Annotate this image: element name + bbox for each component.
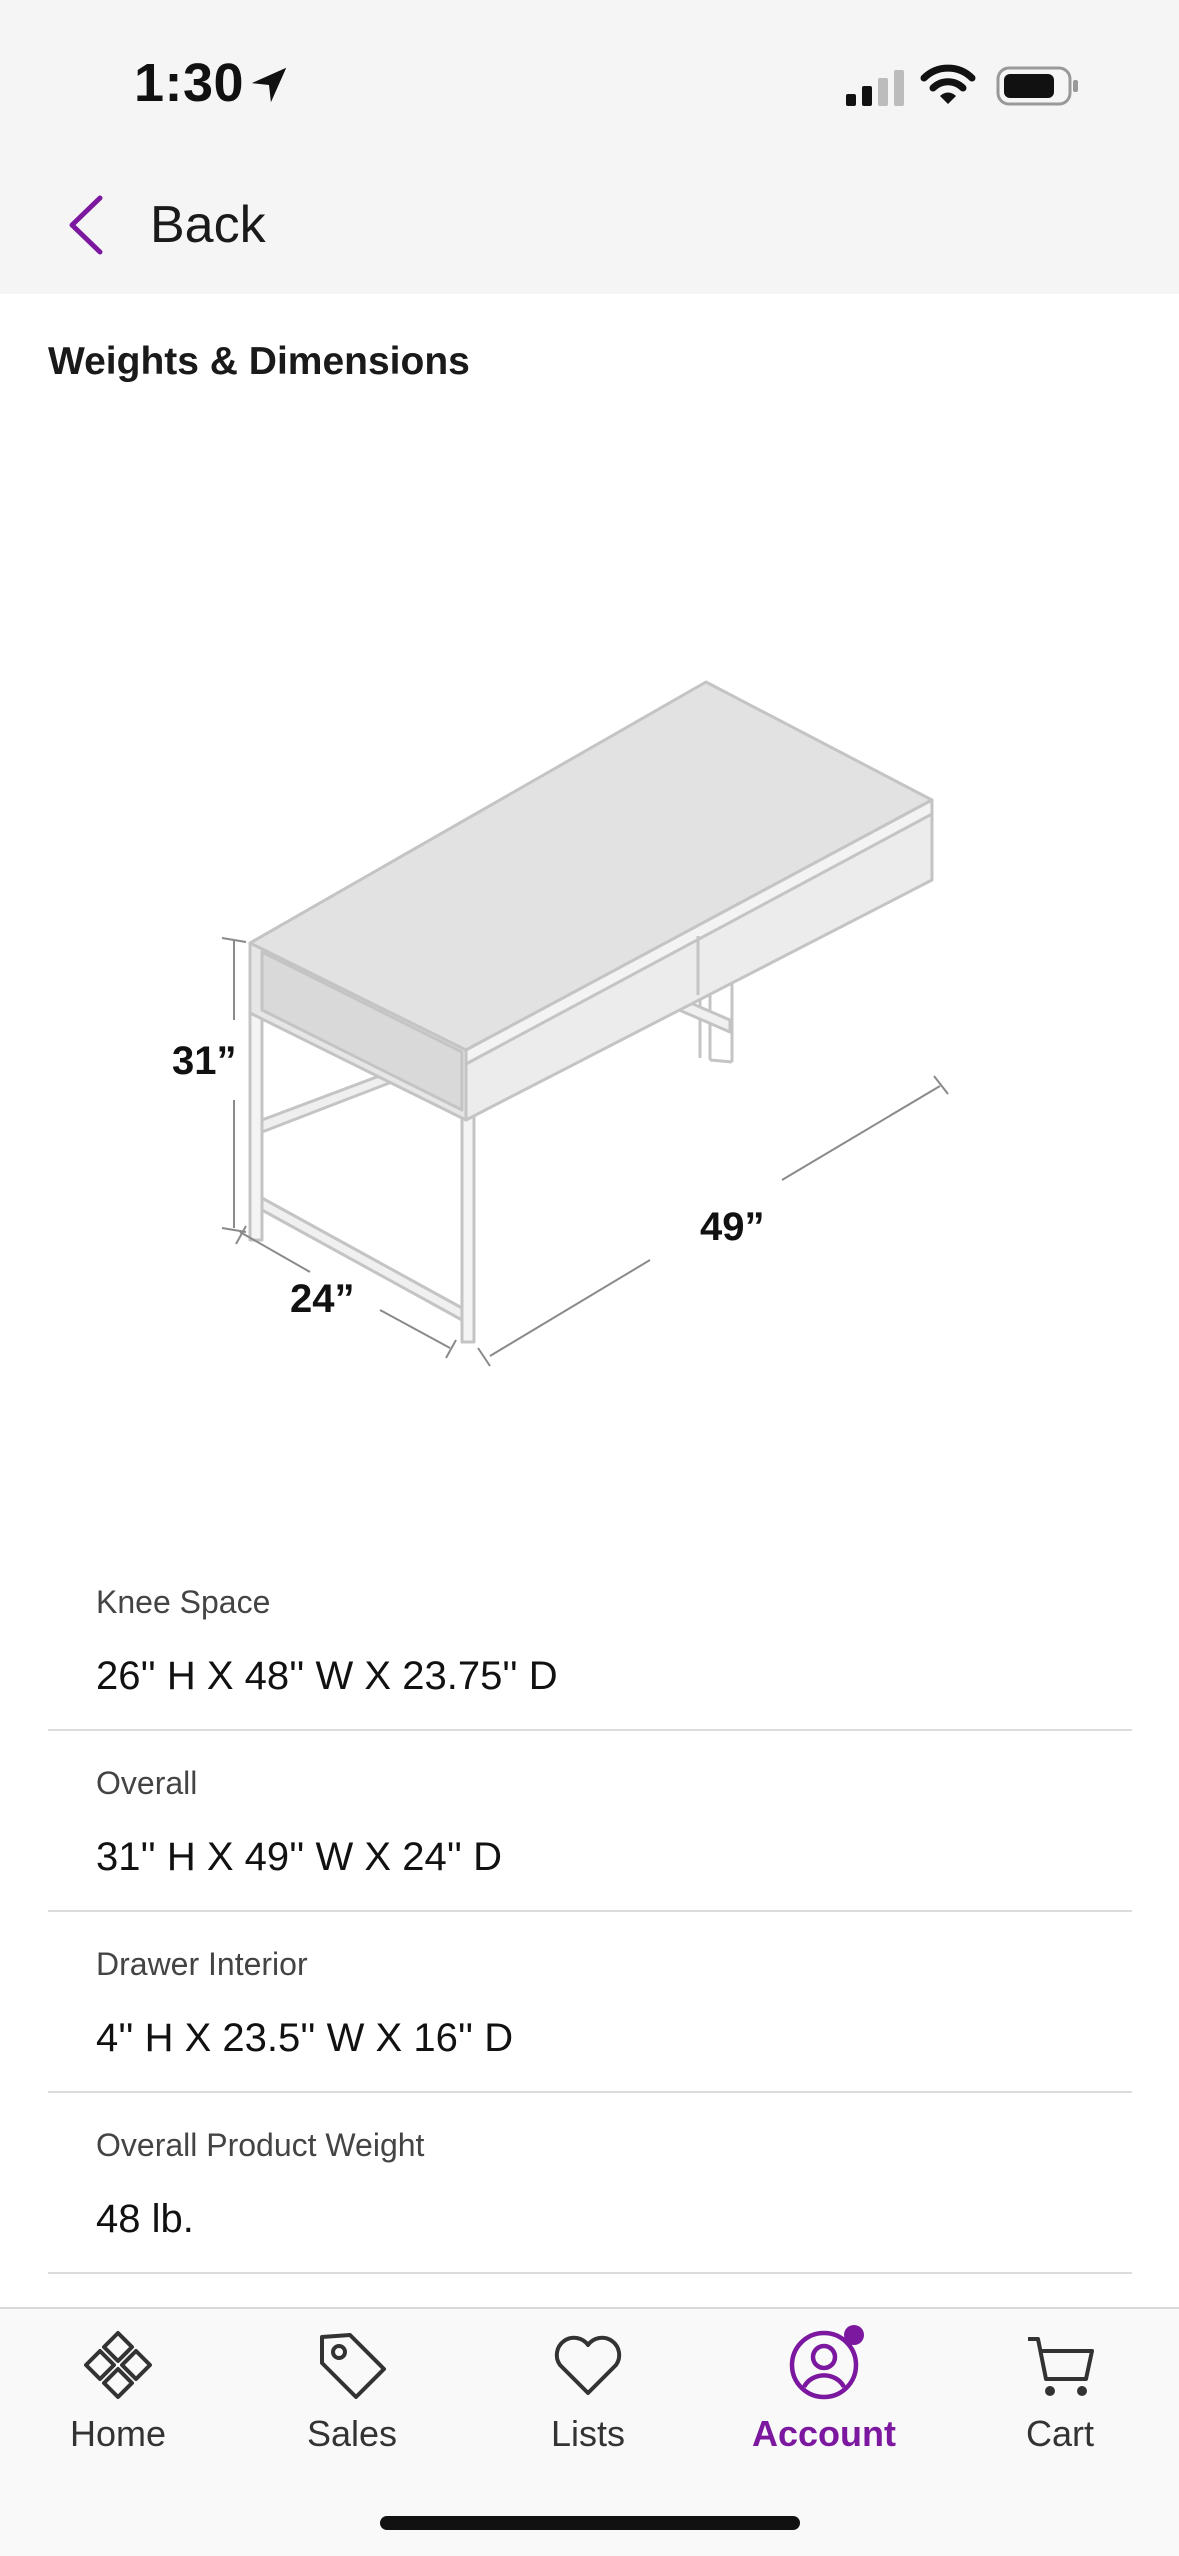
tab-home[interactable] <box>18 2325 218 2475</box>
desk-dimensions-diagram <box>150 600 970 1380</box>
specs-list <box>48 1550 1132 2274</box>
heart-icon <box>548 2325 628 2405</box>
tag-icon <box>312 2325 392 2405</box>
spec-row-overall <box>48 1731 1132 1912</box>
spec-label: Drawer Interior <box>96 1946 308 1982</box>
depth-dimension-label: 24” <box>290 1277 355 1321</box>
tab-home-label: Home <box>69 2413 167 2454</box>
top-bar <box>0 0 1179 294</box>
wifi-icon <box>920 62 976 108</box>
status-time: 1:30 <box>134 53 245 113</box>
location-arrow-icon <box>246 62 292 108</box>
home-indicator[interactable] <box>380 2516 800 2530</box>
section-title: Weights & Dimensions <box>48 340 470 383</box>
status-bar <box>0 0 1179 170</box>
spec-row-knee-space <box>48 1550 1132 1731</box>
home-icon <box>78 2325 158 2405</box>
tab-lists-label: Lists <box>550 2413 626 2454</box>
tab-account-label: Account <box>752 2413 896 2454</box>
tab-sales[interactable] <box>252 2325 452 2475</box>
back-label: Back <box>150 196 266 254</box>
spec-row-overall-product-weight <box>48 2093 1132 2274</box>
tab-lists[interactable] <box>488 2325 688 2475</box>
notification-dot <box>844 2325 864 2345</box>
height-dimension-label: 31” <box>172 1039 237 1083</box>
width-dimension-label: 49” <box>700 1205 765 1249</box>
cellular-signal-icon <box>844 68 906 108</box>
cart-icon <box>1020 2325 1100 2405</box>
spec-label: Overall Product Weight <box>96 2127 425 2163</box>
tab-cart-label: Cart <box>1025 2413 1094 2454</box>
chevron-left-icon <box>60 192 112 258</box>
desk-illustration <box>250 682 932 1342</box>
spec-value: 48 lb. <box>96 2197 194 2241</box>
spec-label: Knee Space <box>96 1584 271 1620</box>
back-button[interactable] <box>60 180 266 270</box>
account-icon <box>784 2325 864 2405</box>
spec-value: 26'' H X 48'' W X 23.75'' D <box>96 1654 558 1698</box>
spec-label: Overall <box>96 1765 198 1801</box>
tab-sales-label: Sales <box>306 2413 398 2454</box>
spec-value: 31'' H X 49'' W X 24'' D <box>96 1835 502 1879</box>
spec-value: 4'' H X 23.5'' W X 16'' D <box>96 2016 514 2060</box>
spec-row-drawer-interior <box>48 1912 1132 2093</box>
tab-cart[interactable] <box>960 2325 1160 2475</box>
tab-account[interactable] <box>724 2325 924 2475</box>
battery-icon <box>996 64 1080 108</box>
